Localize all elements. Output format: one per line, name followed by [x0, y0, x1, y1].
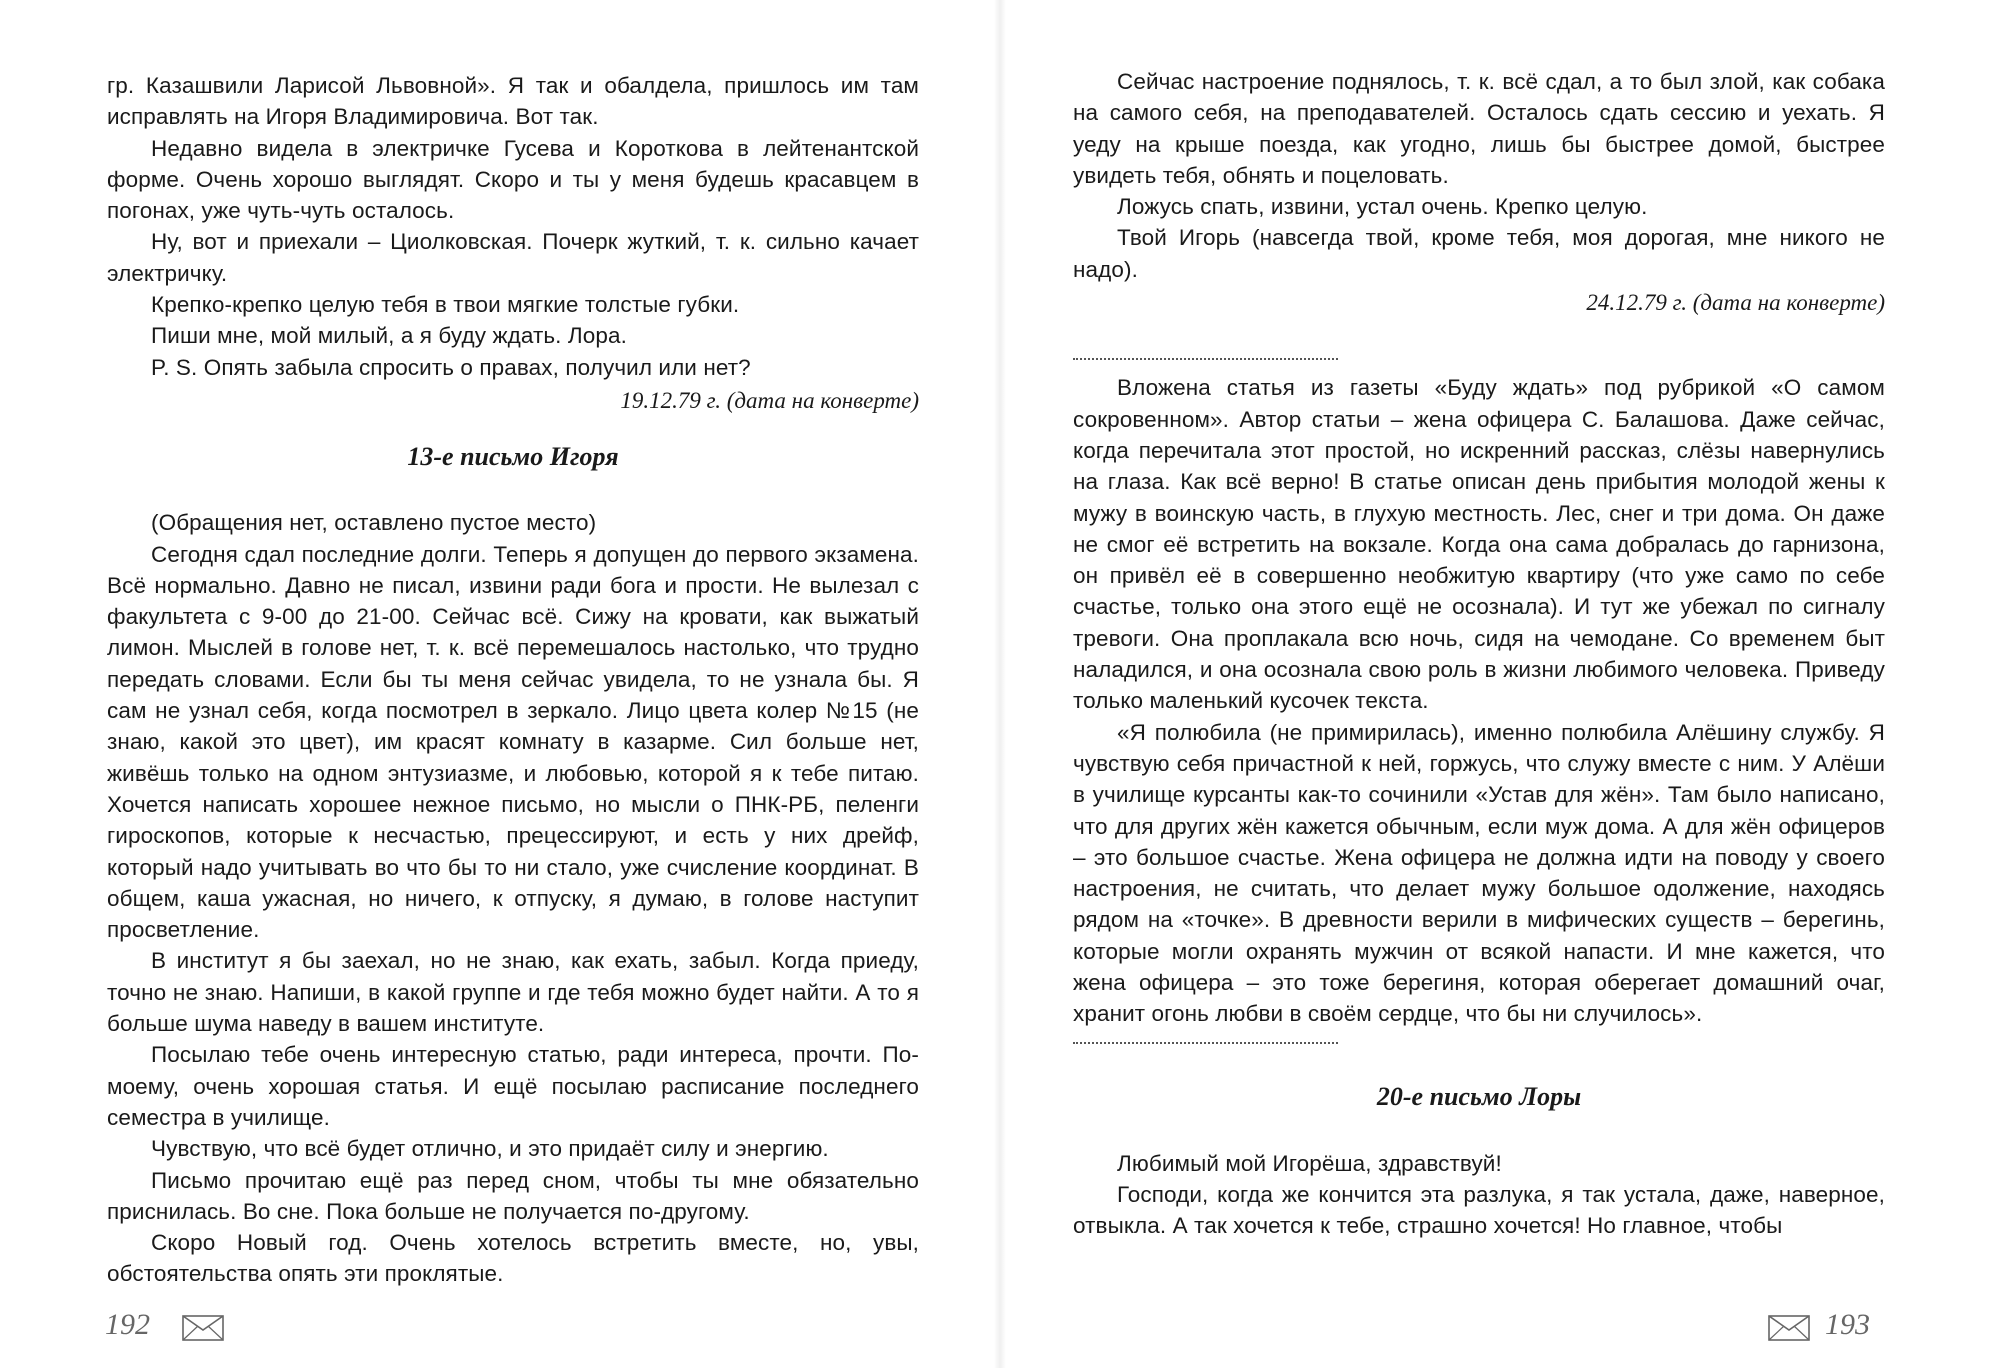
paragraph: «Я полюбила (не примирилась), именно полюбила Алёшину службу. Я чувствую себя причастной к ней, горжусь, что служу вместе с ним. У Алёши в училище курсанты как-то сочинили «Устав для жён». Там было написано, что для других жён кажется обычным, если муж дома. А для жён офицеров – это большое счастье. Жена офицера не должна идти на поводу у своего настроения, не считать, что делает мужу большое одолжение, находясь рядом на «точке». В древности верили в мифических существ – берегинь, которые могли охранять мужчин от всякой напасти. И мне кажется, что жена офицера – это тоже берегиня, которая оберегает домашний очаг, хранит огонь любви в своём сердце, что бы ни случилось».	[1073, 719, 1885, 1027]
envelope-icon	[182, 1315, 224, 1341]
paragraph: Посылаю тебе очень интересную статью, ради интереса, прочти. По-моему, очень хорошая статья. И ещё посылаю расписание последнего семестра в училище.	[107, 1042, 919, 1130]
paragraph: Чувствую, что всё будет отлично, и это придаёт силу и энергию.	[151, 1136, 829, 1162]
dotted-divider	[1073, 358, 1338, 360]
paragraph: Ну, вот и приехали – Циолковская. Почерк жуткий, т. к. сильно качает электричку.	[107, 229, 919, 286]
paragraph: (Обращения нет, оставлено пустое место)	[151, 510, 597, 536]
paragraph: В институт я бы заехал, но не знаю, как ехать, забыл. Когда приеду, точно не знаю. Напиши, в какой группе и где тебя можно будет найти. А то я больше шума наведу в вашем институте.	[107, 948, 919, 1037]
paragraph: Сейчас настроение поднялось, т. к. всё сдал, а то был злой, как собака на самого себя, на преподавателей. Осталось сдать сессию и уехать. Я уеду на крыше поезда, как угодно, лишь бы быстрее домой, быстрее увидеть тебя, обнять и поцеловать.	[1073, 69, 1885, 188]
paragraph: Господи, когда же кончится эта разлука, я так устала, даже, наверное, отвыкла. А так хочется к тебе, страшно хочется! Но главное, чтобы	[1073, 1181, 1885, 1239]
paragraph: Вложена статья из газеты «Буду ждать» под рубрикой «О самом сокровенном». Автор статьи – жена офицера С. Балашова. Даже сейчас, когда перечитала этот простой, но искренний рассказ, слёзы навернулись на глаза. Как всё верно! В статье описан день прибытия молодой жены к мужу в воинскую часть, в глухую местность. Лес, снег и три дома. Он даже не смог её встретить на вокзале. Когда она сама добралась до гарнизона, он привёл её в совершенно необжитую квартиру (что уже само по себе счастье, только она этого ещё не осознала). И тут же убежал по сигналу тревоги. Она проплакала всю ночь, сидя на чемодане. Со временем быт наладился, и она осознала свою роль в жизни любимого человека. Приведу только маленький кусочек текста.	[1073, 375, 1885, 714]
left-text-column	[107, 70, 919, 1290]
paragraph: Письмо прочитаю ещё раз перед сном, чтобы ты мне обязательно приснилась. Во сне. Пока больше не получается по-другому.	[107, 1167, 919, 1224]
paragraph: P. S. Опять забыла спросить о правах, получил или нет?	[151, 354, 751, 380]
paragraph: гр. Казашвили Ларисой Львовной». Я так и обалдела, пришлось им там исправлять на Игоря Владимировича. Вот так.	[107, 73, 919, 130]
dotted-divider	[1073, 1042, 1338, 1044]
envelope-date: 24.12.79 г. (дата на конверте)	[1586, 290, 1885, 316]
paragraph: Ложусь спать, извини, устал очень. Крепко целую.	[1117, 194, 1648, 220]
letter-heading: 20-е письмо Лоры	[1376, 1081, 1582, 1111]
envelope-date: 19.12.79 г. (дата на конверте)	[620, 387, 919, 413]
right-page	[1000, 0, 2000, 1368]
envelope-icon	[1768, 1315, 1810, 1341]
paragraph: Крепко-крепко целую тебя в твои мягкие толстые губки.	[151, 292, 740, 318]
paragraph: Твой Игорь (навсегда твой, кроме тебя, моя дорогая, мне никого не надо).	[1073, 225, 1885, 282]
page-number: 192	[105, 1308, 150, 1341]
paragraph: Скоро Новый год. Очень хотелось встретить вместе, но, увы, обстоятельства опять эти проклятые.	[107, 1230, 919, 1287]
page-number: 193	[1825, 1308, 1870, 1341]
right-text-column	[1073, 66, 1885, 1242]
paragraph: Любимый мой Игорёша, здравствуй!	[1117, 1150, 1502, 1176]
paragraph: Пиши мне, мой милый, а я буду ждать. Лора.	[151, 323, 627, 349]
letter-heading: 13-е письмо Игоря	[407, 442, 619, 472]
paragraph: Сегодня сдал последние долги. Теперь я допущен до первого экзамена. Всё нормально. Давно не писал, извини ради бога и прости. Не вылезал с факультета с 9-00 до 21-00. Сейчас всё. Сижу на кровати, как выжатый лимон. Мыслей в голове нет, т. к. всё перемешалось настолько, что трудно передать словами. Если бы ты меня сейчас увидела, то не узнала бы. Я сам не узнал себя, когда посмотрел в зеркало. Лицо цвета колер №15 (не знаю, какой это цвет), им красят комнату в казарме. Сил больше нет, живёшь только на одном энтузиазме, и любовью, которой я к тебе питаю. Хочется написать хорошее нежное письмо, но мысли о ПНК-РБ, пеленги гироскопов, которые к несчастью, прецессируют, и есть у них дрейф, который надо учитывать во что бы то ни стало, уже счисление координат. В общем, каша ужасная, но ничего, к отпуску, я думаю, в голове наступит просветление.	[107, 541, 919, 943]
paragraph: Недавно видела в электричке Гусева и Короткова в лейтенантской форме. Очень хорошо выглядят. Скоро и ты у меня будешь красавцем в погонах, уже чуть-чуть осталось.	[107, 135, 919, 224]
